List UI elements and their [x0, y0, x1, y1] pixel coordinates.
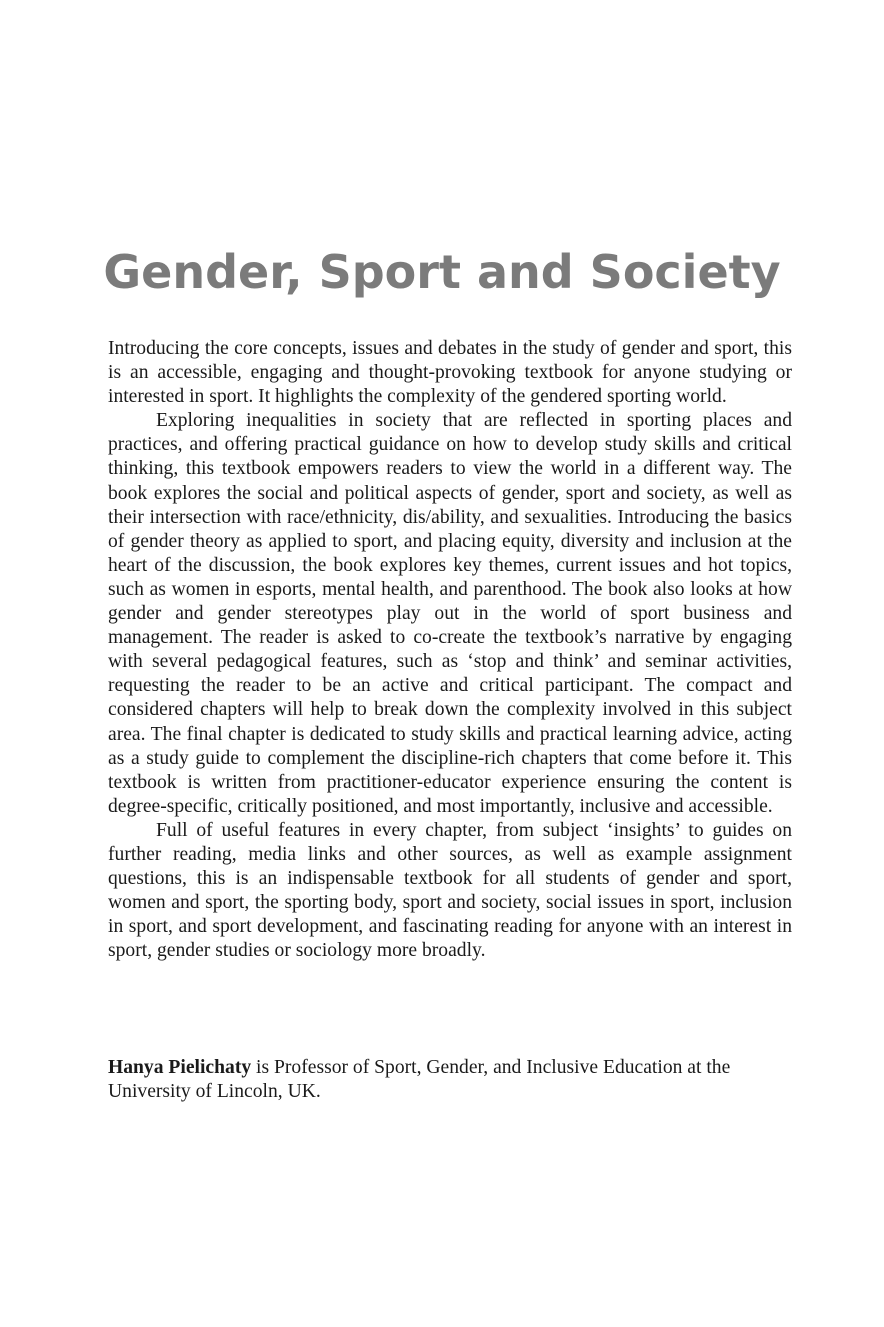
- description-paragraph-2: Exploring inequalities in society that are reflected in sporting places and practices, and offering practical guidance on how to develop study skills and critical thinking, this textbook empowers readers to view the world in a different way. The book explores the social and political aspects of gender, sport and society, as well as their intersection with race/ethnicity, dis/ability, and sexualities. Introducing the basics of gender theory as applied to sport, and placing equity, diversity and inclusion at the heart of the discussion, the book explores key themes, current issues and hot topics, such as women in esports, mental health, and parenthood. The book also looks at how gender and gender stereotypes play out in the world of sport business and management. The reader is asked to co-create the textbook’s narrative by engaging with several pedagogical features, such as ‘stop and think’ and seminar activities, requesting the reader to be an active and critical participant. The compact and considered chapters will help to break down the complexity involved in this subject area. The final chapter is dedicated to study skills and practical learning advice, acting as a study guide to complement the discipline-rich chapters that come before it. This textbook is written from practitioner-educator experience ensuring the content is degree-specific, critically positioned, and most importantly, inclusive and accessible.: [108, 410, 792, 817]
- description-paragraph-1: Introducing the core concepts, issues and debates in the study of gender and sport, this is an accessible, engaging and thought-provoking textbook for anyone studying or interested in sport. It highlights the complexity of the gendered sporting world.: [108, 338, 792, 408]
- author-bio-text: is Professor of Sport, Gender, and Inclusive Education at the University of Lincoln, UK.: [108, 1057, 731, 1103]
- author-name: Hanya Pielichaty: [108, 1057, 252, 1078]
- description-paragraph-3: Full of useful features in every chapter, from subject ‘insights’ to guides on further reading, media links and other sources, as well as example assignment questions, this is an indispensable textbook for all students of gender and sport, women and sport, the sporting body, sport and society, social issues in sport, inclusion in sport, and sport development, and fascinating reading for anyone with an interest in sport, gender studies or sociology more broadly.: [108, 819, 792, 962]
- book-title: Gender, Sport and Society: [103, 245, 781, 299]
- author-bio: [108, 1056, 792, 1104]
- book-description: [108, 337, 792, 963]
